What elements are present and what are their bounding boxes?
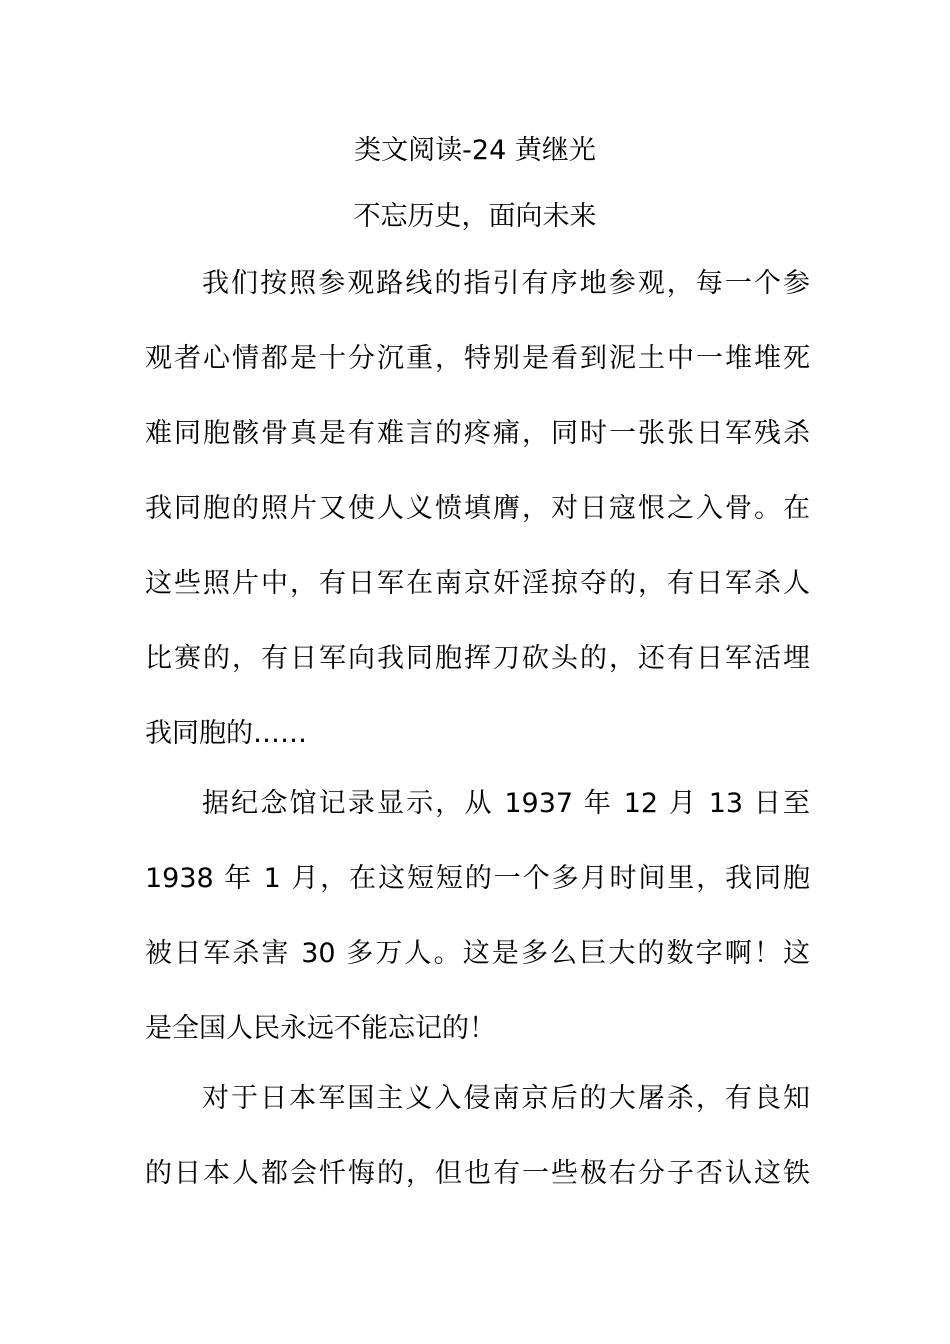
- paragraph-1-line-7: 我同胞的……: [145, 718, 307, 749]
- paragraph-2-line-3: 被日军杀害 30 多万人。这是多么巨大的数字啊！这: [145, 938, 810, 969]
- paragraph-1-line-6: 比赛的，有日军向我同胞挥刀砍头的，还有日军活埋: [145, 643, 810, 674]
- paragraph-2-line-4: 是全国人民永远不能忘记的！: [145, 1013, 496, 1044]
- paragraph-1-line-5: 这些照片中，有日军在南京奸淫掠夺的，有日军杀人: [145, 568, 810, 599]
- paragraph-1-line-4: 我同胞的照片又使人义愤填膺，对日寇恨之入骨。在: [145, 493, 810, 524]
- paragraph-3-line-1: 对于日本军国主义入侵南京后的大屠杀，有良知: [202, 1083, 810, 1114]
- paragraph-1-line-1: 我们按照参观路线的指引有序地参观，每一个参: [202, 268, 810, 299]
- paragraph-1-line-2: 观者心情都是十分沉重，特别是看到泥土中一堆堆死: [145, 343, 810, 374]
- document-subtitle: 不忘历史，面向未来: [353, 201, 597, 232]
- paragraph-2-line-1: 据纪念馆记录显示，从 1937 年 12 月 13 日至: [202, 788, 810, 819]
- paragraph-3-line-2: 的日本人都会忏悔的，但也有一些极右分子否认这铁: [145, 1158, 810, 1189]
- document-title: 类文阅读-24 黄继光: [354, 135, 596, 166]
- paragraph-1-line-3: 难同胞骸骨真是有难言的疼痛，同时一张张日军残杀: [145, 418, 810, 449]
- paragraph-2-line-2: 1938 年 1 月，在这短短的一个多月时间里，我同胞: [145, 863, 810, 894]
